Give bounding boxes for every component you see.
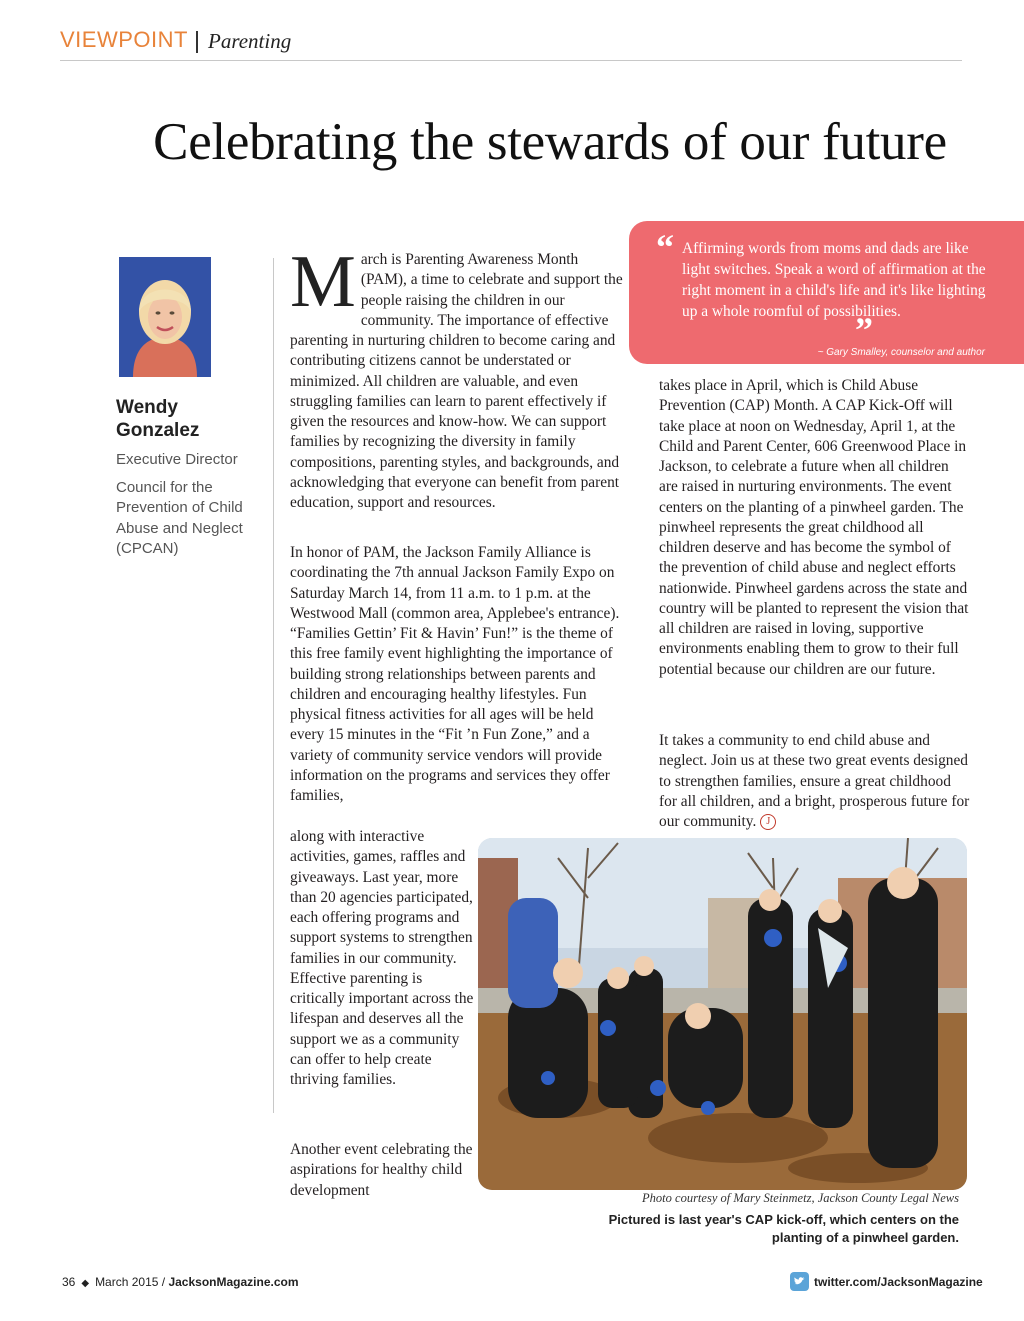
article-paragraph-2: In honor of PAM, the Jackson Family Alliance is coordinating the 7th annual Jackson Family Expo on Saturday March 14, from 11 a.m. to 1 p.m. at the Westwood Mall (common area, Applebee's entrance). “Families Gettin’ Fit & Havin’ Fun!” is the theme of this free family event highlighting the importance of building strong relationships between parents and children and encouraging healthy lifestyles. Fun physical fitness activities for all ages will be held every 15 minutes in the “Fit ’n Fun Zone,” and a variety of community service vendors will provide information on the programs and services they offer families,: [290, 544, 620, 804]
quote-open-mark: “: [656, 227, 674, 267]
event-photo: [478, 838, 967, 1190]
article-paragraph-3-continued: takes place in April, which is Child Abuse Prevention (CAP) Month. A CAP Kick-Off will take place at noon on Wednesday, April 1, at the Child and Parent Center, 606 Greenwood Place in Jackson, to celebrate a future when all children are raised in nurturing environments. The event centers on the planting of a pinwheel garden. The pinwheel represents the great childhood all children deserve and has become the symbol of the prevention of child abuse and neglect efforts nationwide. Pinwheel gardens across the state and country will be planted to represent the vision that all children are raised in loving, supportive environments enabling them to grow to their full potential because our children are our future.: [659, 377, 969, 678]
article-paragraph-4: [659, 731, 971, 832]
author-portrait-drawing: [119, 257, 211, 377]
twitter-link[interactable]: twitter.com/JacksonMagazine: [814, 1275, 983, 1289]
section-subtitle: Parenting: [208, 29, 292, 53]
twitter-bird-drawing: [790, 1272, 809, 1291]
quote-close-mark: ”: [855, 310, 873, 350]
drop-cap: M: [290, 241, 356, 323]
diamond-icon: ◆: [81, 1278, 90, 1289]
footer-left: [62, 1275, 299, 1289]
article-paragraph-1: [290, 241, 623, 513]
article-paragraph-3: Another event celebrating the aspirations for healthy child development: [290, 1141, 473, 1199]
paragraph-4-text: It takes a community to end child abuse and neglect. Join us at these two great events designed to strengthen families, ensure a great childhood for all children, and a bright, prosperous future for our community.: [659, 732, 970, 830]
article-paragraph-2-continued: along with interactive activities, games, raffles and giveaways. Last year, more than 20 agencies participated, each offering programs and support systems to strengthen families in our community. Effective parenting is critically important across the lifespan and deserves all the support we as a community can offer to help create thriving families.: [290, 828, 474, 1088]
twitter-icon[interactable]: [790, 1272, 809, 1291]
author-name: Wendy Gonzalez: [116, 397, 200, 441]
paragraph-1-text: arch is Parenting Awareness Month (PAM), a time to celebrate and support the people raising the children in our community. The importance of effective parenting in nurturing children to become caring and contributing citizens cannot be understated or minimized. All children are valuable, and even struggling families can learn to parent effectively if given the resources and know-how. We can support families by recognizing the diversity in family compositions, parenting styles, and backgrounds, and acknowledging that everyone can benefit from parent education, support and resources.: [290, 251, 623, 511]
site-link[interactable]: JacksonMagazine.com: [168, 1275, 299, 1289]
page-number: 36: [62, 1275, 76, 1289]
photo-caption: Pictured is last year's CAP kick-off, which centers on the planting of a pinwheel garden.: [608, 1212, 959, 1245]
event-photo-drawing: [478, 838, 967, 1190]
section-label: VIEWPOINT: [60, 27, 188, 52]
article-title: Celebrating the stewards of our future: [153, 113, 947, 171]
section-divider: [196, 31, 198, 53]
pull-quote-text: Affirming words from moms and dads are like light switches. Speak a word of affirmation at the right moment in a child's life and it's like lighting up a whole roomful of possibilities.: [682, 240, 986, 320]
end-mark-icon: J: [760, 814, 776, 830]
header-rule: [60, 60, 962, 61]
issue-date: March 2015 /: [95, 1275, 166, 1289]
author-role: Executive Director: [116, 451, 238, 468]
author-organization: Council for the Prevention of Child Abuse and Neglect (CPCAN): [116, 479, 243, 557]
pull-quote-attribution: ~ Gary Smalley, counselor and author: [817, 347, 985, 358]
photo-credit: Photo courtesy of Mary Steinmetz, Jackson County Legal News: [642, 1191, 959, 1205]
author-portrait: [119, 257, 211, 377]
column-divider: [273, 258, 274, 1113]
